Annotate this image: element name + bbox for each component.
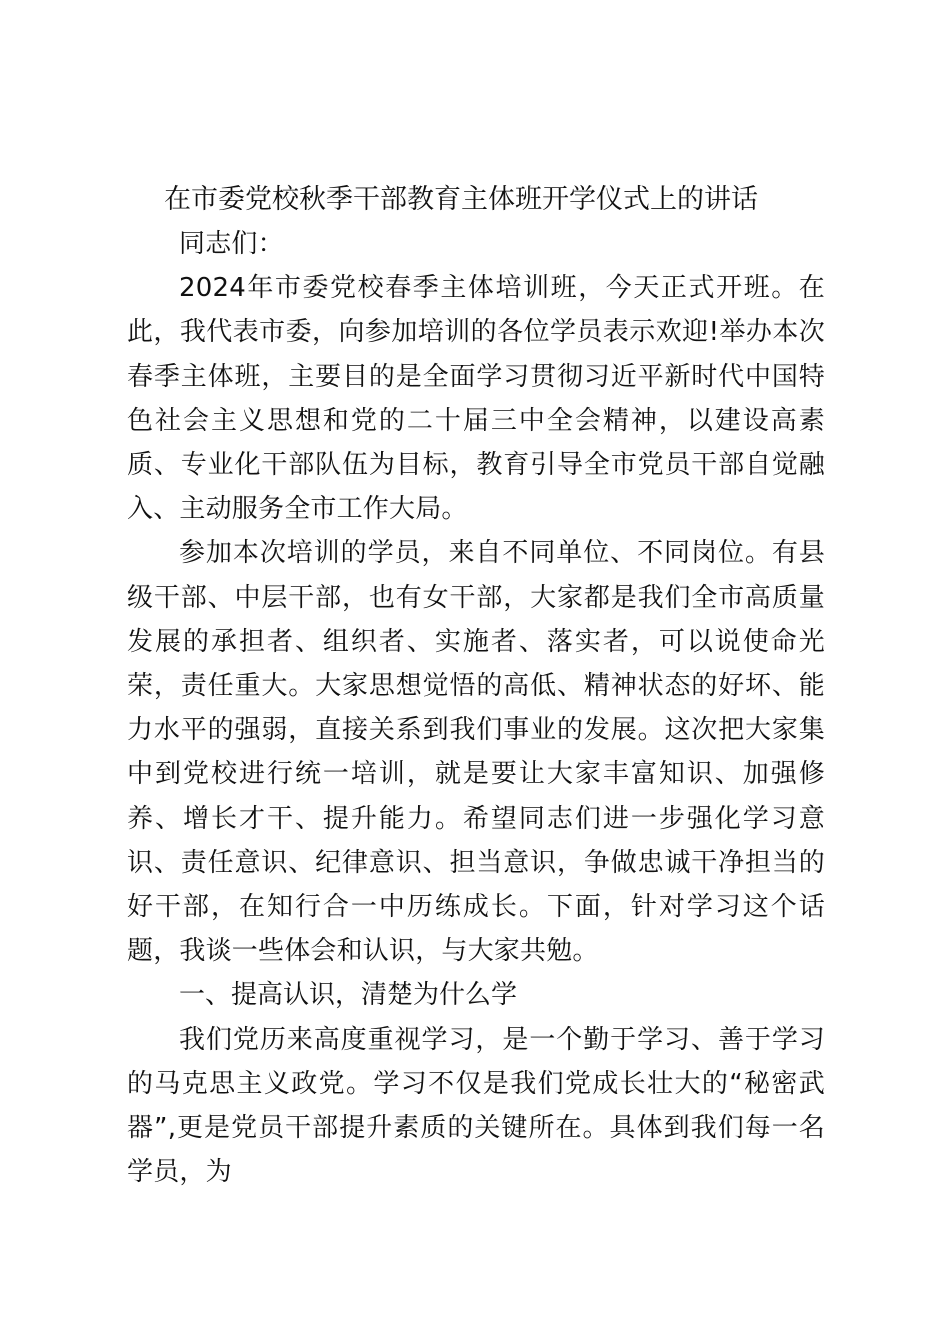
- section-heading: 一、提高认识，清楚为什么学: [179, 980, 518, 1011]
- paragraph-participants: 参加本次培训的学员，来自不同单位、不同岗位。有县级干部、中层干部，也有女干部，大家都是我们全市高质量发展的承担者、组织者、实施者、落实者，可以说使命光荣，责任重大。大家思想觉悟的高低、精神状态的好坏、能力水平的强弱，直接关系到我们事业的发展。这次把大家集中到党校进行统一培训，就是要让大家丰富知识、加强修养、增长才干、提升能力。希望同志们进一步强化学习意识、责任意识、纪律意识、担当意识，争做忠诚干净担当的好干部，在知行合一中历练成长。下面，针对学习这个话题，我谈一些体会和认识，与大家共勉。: [127, 538, 825, 967]
- document-title: 在市委党校秋季干部教育主体班开学仪式上的讲话: [164, 184, 758, 215]
- paragraph-section-one: 我们党历来高度重视学习，是一个勤于学习、善于学习的马克思主义政党。学习不仅是我们党成长壮大的“秘密武器”,更是党员干部提升素质的关键所在。具体到我们每一名学员，为: [127, 1024, 825, 1188]
- paragraph-opening: 2024年市委党校春季主体培训班，今天正式开班。在此，我代表市委，向参加培训的各位学员表示欢迎!举办本次春季主体班，主要目的是全面学习贯彻习近平新时代中国特色社会主义思想和党的二十届三中全会精神，以建设高素质、专业化干部队伍为目标，教育引导全市党员干部自觉融入、主动服务全市工作大局。: [127, 273, 825, 525]
- document-body: [127, 178, 825, 1194]
- salutation: 同志们：: [179, 229, 284, 259]
